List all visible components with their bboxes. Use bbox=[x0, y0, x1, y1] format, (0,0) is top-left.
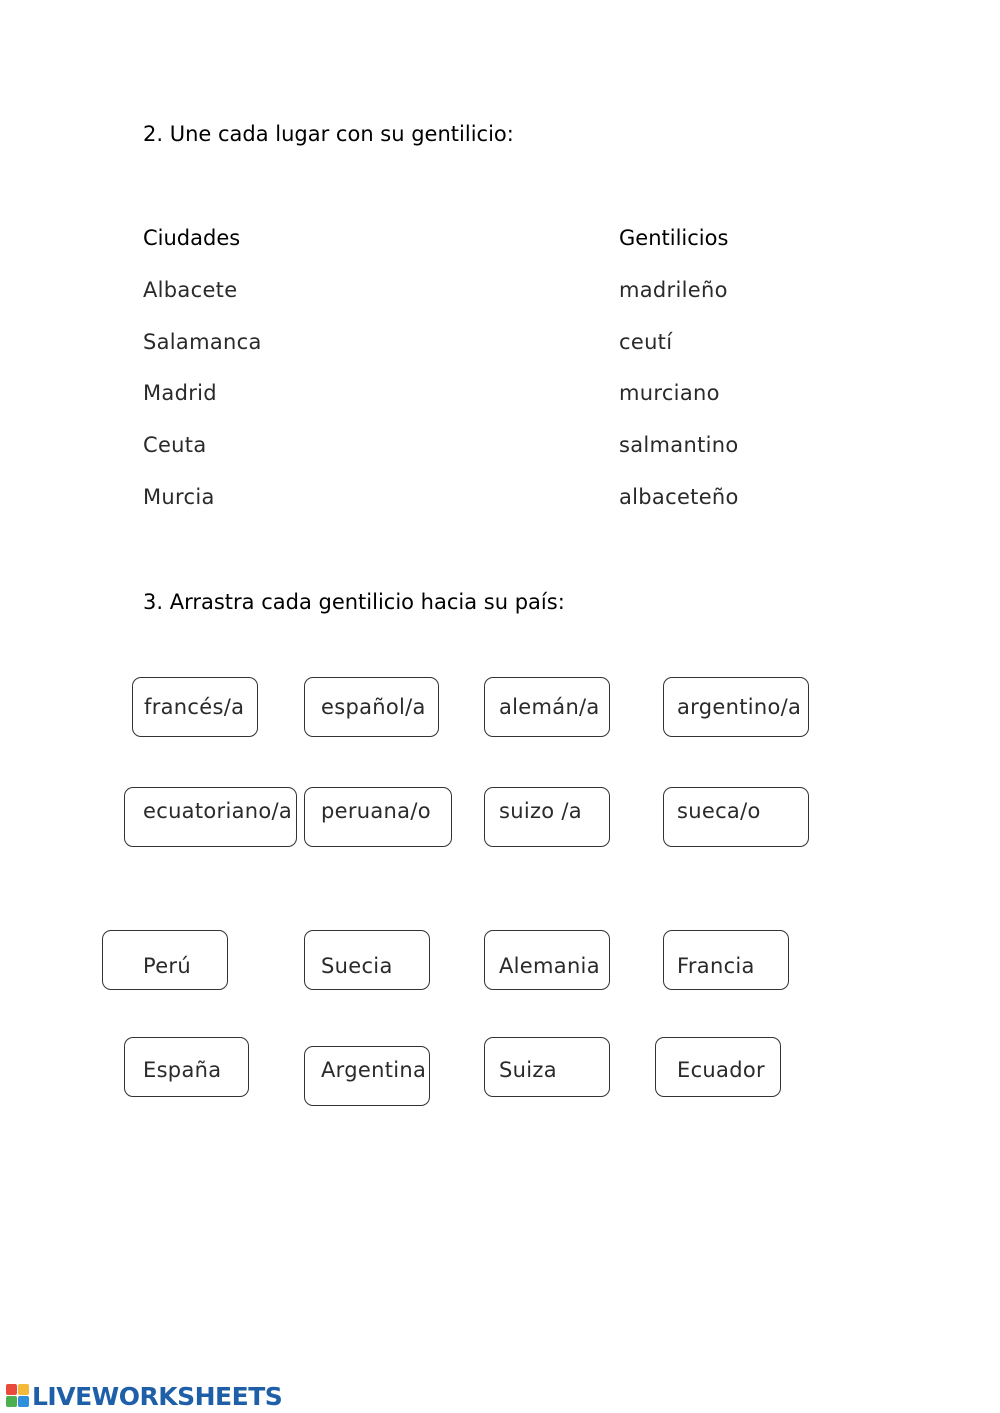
city-item[interactable]: Murcia bbox=[143, 485, 215, 509]
logo-square-red bbox=[6, 1384, 17, 1395]
draggable-demonym-box[interactable] bbox=[132, 677, 258, 737]
country-drop-target[interactable] bbox=[655, 1037, 781, 1097]
logo-square-green bbox=[6, 1396, 17, 1407]
country-drop-target[interactable] bbox=[484, 1037, 610, 1097]
country-label: Alemania bbox=[499, 954, 600, 978]
demonym-item[interactable]: salmantino bbox=[619, 433, 739, 457]
draggable-demonym-box[interactable] bbox=[484, 677, 610, 737]
draggable-label: sueca/o bbox=[677, 799, 761, 823]
country-drop-target[interactable] bbox=[663, 930, 789, 990]
section-2-title: 2. Une cada lugar con su gentilicio: bbox=[143, 122, 514, 146]
draggable-demonym-box[interactable] bbox=[663, 787, 809, 847]
country-label: Suecia bbox=[321, 954, 393, 978]
draggable-demonym-box[interactable] bbox=[484, 787, 610, 847]
country-label: Suiza bbox=[499, 1058, 557, 1082]
country-drop-target[interactable] bbox=[484, 930, 610, 990]
demonym-item[interactable]: murciano bbox=[619, 381, 720, 405]
country-label: Francia bbox=[677, 954, 755, 978]
demonym-item[interactable]: ceutí bbox=[619, 330, 673, 354]
draggable-label: ecuatoriano/a bbox=[143, 799, 293, 823]
country-label: Argentina bbox=[321, 1058, 427, 1082]
draggable-label: alemán/a bbox=[499, 695, 600, 719]
draggable-label: francés/a bbox=[144, 695, 245, 719]
draggable-label: suizo /a bbox=[499, 799, 582, 823]
demonym-item[interactable]: albaceteño bbox=[619, 485, 739, 509]
demonym-item[interactable]: madrileño bbox=[619, 278, 728, 302]
draggable-demonym-box[interactable] bbox=[124, 787, 297, 847]
draggable-demonym-box[interactable] bbox=[304, 787, 452, 847]
draggable-demonym-box[interactable] bbox=[304, 677, 439, 737]
demonyms-header: Gentilicios bbox=[619, 226, 729, 250]
country-drop-target[interactable] bbox=[124, 1037, 249, 1097]
draggable-label: español/a bbox=[321, 695, 426, 719]
city-item[interactable]: Salamanca bbox=[143, 330, 262, 354]
liveworksheets-logo bbox=[6, 1382, 282, 1410]
country-label: Perú bbox=[143, 954, 191, 978]
draggable-label: argentino/a bbox=[677, 695, 802, 719]
liveworksheets-mark-icon bbox=[6, 1384, 30, 1408]
logo-square-blue bbox=[18, 1396, 29, 1407]
city-item[interactable]: Albacete bbox=[143, 278, 238, 302]
country-drop-target[interactable] bbox=[304, 1046, 430, 1106]
draggable-demonym-box[interactable] bbox=[663, 677, 809, 737]
country-label: Ecuador bbox=[677, 1058, 765, 1082]
section-3-title: 3. Arrastra cada gentilicio hacia su país: bbox=[143, 590, 565, 614]
country-drop-target[interactable] bbox=[304, 930, 430, 990]
city-item[interactable]: Ceuta bbox=[143, 433, 207, 457]
country-label: España bbox=[143, 1058, 222, 1082]
logo-square-yellow bbox=[18, 1384, 29, 1395]
country-drop-target[interactable] bbox=[102, 930, 228, 990]
cities-header: Ciudades bbox=[143, 226, 241, 250]
city-item[interactable]: Madrid bbox=[143, 381, 217, 405]
logo-wordmark: LIVEWORKSHEETS bbox=[32, 1381, 283, 1411]
draggable-label: peruana/o bbox=[321, 799, 431, 823]
